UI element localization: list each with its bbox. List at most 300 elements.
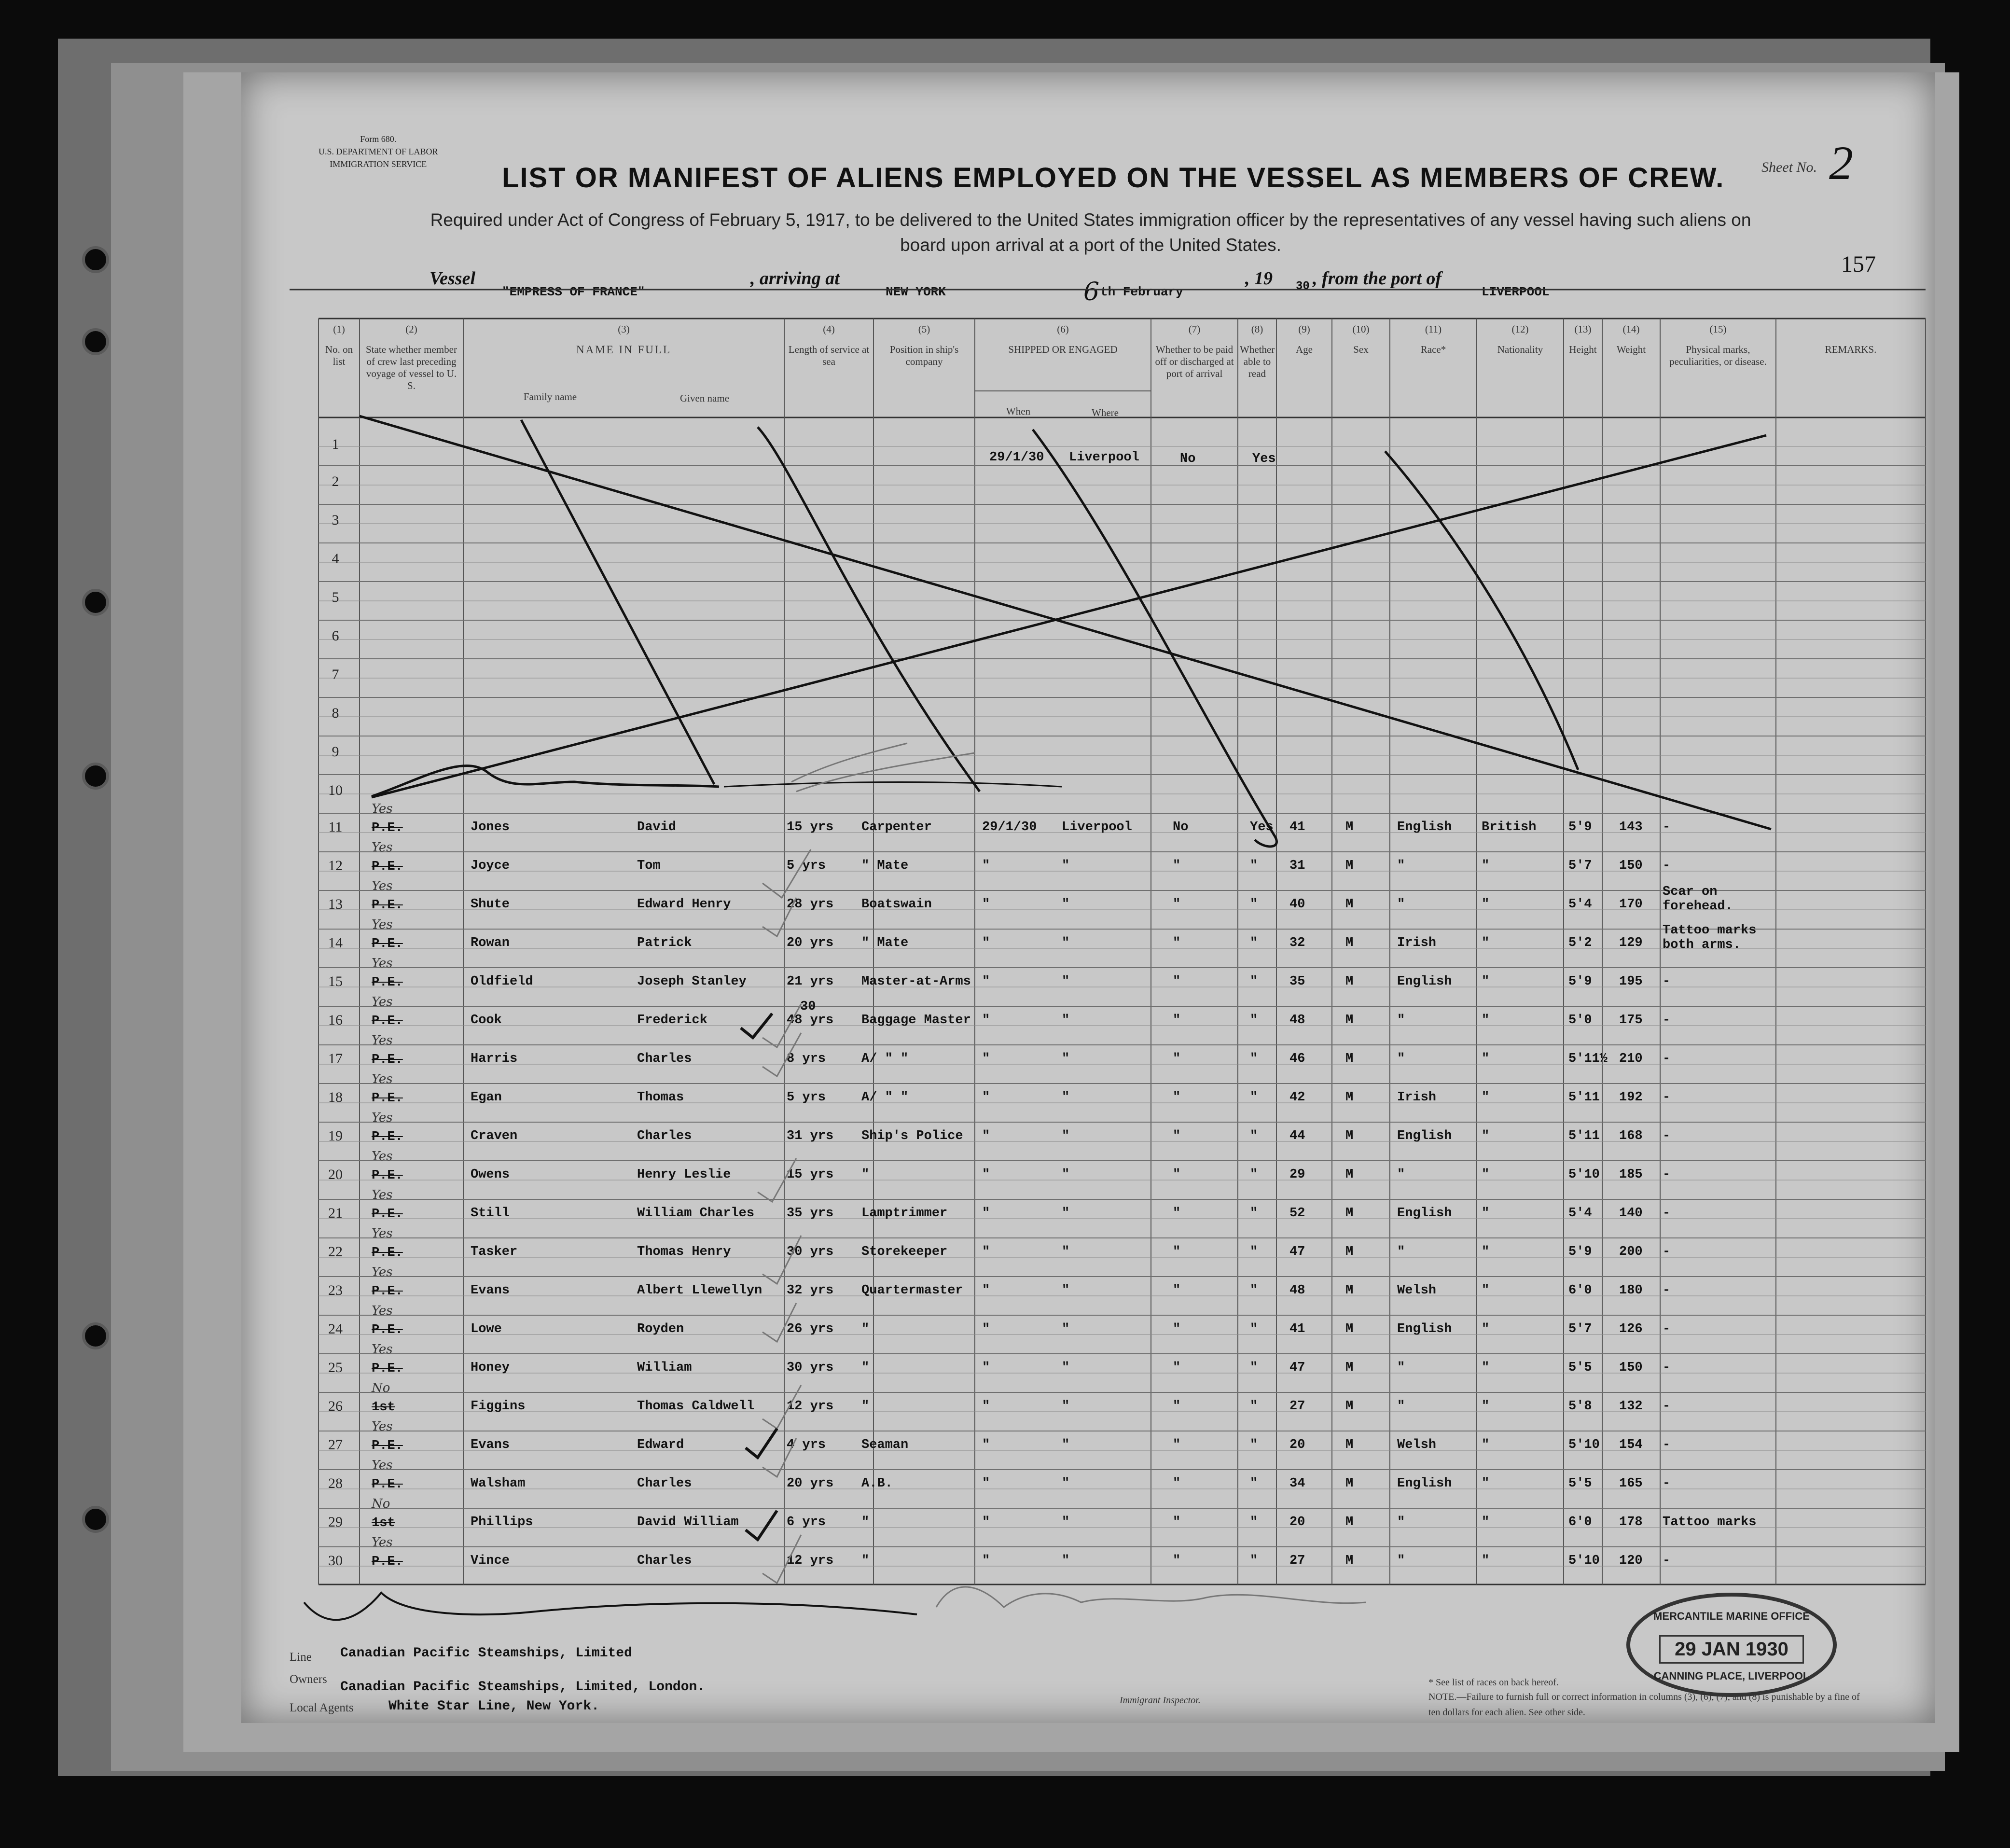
able-to-read-cell: " — [1250, 1129, 1258, 1143]
row-number: 19 — [328, 1128, 343, 1144]
shipped-where-cell: " — [1062, 1283, 1070, 1298]
given-name-cell: Thomas Caldwell — [637, 1399, 755, 1414]
penalty-note: NOTE.—Failure to furnish full or correct information in columns (3), (6), (7), and (8) is punishable by a fine of ten dollars for each alien. See other side. — [1428, 1692, 1860, 1718]
sex-cell: M — [1345, 1052, 1354, 1066]
position-cell: " — [861, 1322, 870, 1336]
shipped-where-cell: " — [1062, 1438, 1070, 1452]
row-number: 1 — [332, 436, 339, 452]
row-number: 18 — [328, 1089, 343, 1105]
handwritten-annotation: Yes — [372, 1265, 393, 1279]
column-number: (13) — [1574, 323, 1592, 335]
age-cell: 35 — [1289, 974, 1305, 989]
check-mark — [762, 1535, 801, 1583]
column-header: State whether member of crew last preceding voyage of vessel to U. S. — [366, 344, 457, 391]
weight-cell: 165 — [1619, 1476, 1643, 1491]
height-cell: 5'7 — [1568, 859, 1592, 873]
family-name-cell: Still — [471, 1206, 510, 1221]
column-number: (12) — [1511, 323, 1529, 335]
prev-voyage-cell: P.E. — [372, 1207, 403, 1222]
age-cell: 27 — [1289, 1554, 1305, 1568]
race-cell: Irish — [1397, 936, 1437, 950]
cancel-line — [372, 435, 1766, 797]
row-number: 15 — [328, 973, 343, 989]
sheet-number: 2 — [1829, 136, 1853, 190]
age-cell: 41 — [1289, 1322, 1305, 1336]
handwritten-annotation: Yes — [372, 1149, 393, 1164]
shipped-when-cell: " — [982, 1206, 990, 1221]
shipped-where-cell: " — [1062, 1361, 1070, 1375]
given-name-cell: Charles — [637, 1129, 692, 1143]
weight-cell: 200 — [1619, 1245, 1643, 1259]
able-to-read-cell: " — [1250, 859, 1258, 873]
shipped-when-cell: " — [982, 1399, 990, 1414]
given-name-cell: Royden — [637, 1322, 684, 1336]
prev-voyage-cell: P.E. — [372, 860, 403, 874]
cancel-line — [758, 427, 980, 792]
nationality-cell: " — [1482, 897, 1490, 912]
cancel-line — [1385, 451, 1578, 770]
physical-marks-cell: Scar on forehead. — [1663, 885, 1733, 914]
row1-where: Liverpool — [1069, 450, 1139, 465]
handwritten-annotation: Yes — [372, 802, 393, 816]
column-header: Position in ship's company — [889, 344, 959, 367]
sheet-label: Sheet No. — [1761, 159, 1817, 175]
page-subtitle: Required under Act of Congress of February 5, 1917, to be delivered to the United States immigration officer by the representatives of any vessel having such aliens on board upon arrival at a port of the United States. — [430, 210, 1751, 255]
physical-marks-cell: - — [1663, 1399, 1671, 1414]
row-number: 4 — [332, 551, 339, 567]
sex-cell: M — [1345, 1283, 1354, 1298]
height-cell: 5'10 — [1568, 1554, 1600, 1568]
nationality-cell: " — [1482, 1013, 1490, 1028]
paid-off-cell: " — [1173, 1515, 1181, 1529]
nationality-cell: " — [1482, 1167, 1490, 1182]
row-number: 12 — [328, 858, 343, 874]
able-to-read-cell: " — [1250, 936, 1258, 950]
vessel-name: "EMPRESS OF FRANCE" — [502, 285, 645, 299]
paid-off-cell: " — [1173, 1283, 1181, 1298]
handwritten-annotation: Yes — [372, 917, 393, 932]
inspector-signature — [936, 1587, 1366, 1607]
service-correction: 30 — [800, 1000, 816, 1014]
position-cell: Baggage Master — [861, 1013, 971, 1028]
row1-when: 29/1/30 — [989, 450, 1044, 465]
service-length-cell: 4 yrs — [787, 1438, 826, 1452]
row-number: 21 — [328, 1205, 343, 1221]
sex-cell: M — [1345, 1129, 1354, 1143]
from-label: , from the port of — [1313, 268, 1442, 289]
able-to-read-cell: " — [1250, 1245, 1258, 1259]
row-number: 7 — [332, 667, 339, 682]
arrival-date: th February — [1100, 285, 1183, 299]
subheader-given-name: Given name — [679, 392, 730, 404]
closing-line — [304, 1593, 917, 1620]
family-name-cell: Rowan — [471, 936, 510, 950]
height-cell: 5'10 — [1568, 1167, 1600, 1182]
sex-cell: M — [1345, 1515, 1354, 1529]
position-cell: " — [861, 1515, 870, 1529]
age-cell: 27 — [1289, 1399, 1305, 1414]
weight-cell: 132 — [1619, 1399, 1643, 1414]
column-header: Height — [1569, 344, 1597, 355]
paid-off-cell: " — [1173, 1245, 1181, 1259]
shipped-where-cell: Liverpool — [1062, 820, 1132, 834]
subheader-where: Where — [1092, 407, 1119, 418]
check-mark — [746, 1511, 777, 1540]
able-to-read-cell: " — [1250, 1013, 1258, 1028]
row-number: 30 — [328, 1553, 343, 1569]
column-header: No. on list — [325, 344, 353, 367]
department-label: U.S. DEPARTMENT OF LABOR — [319, 147, 438, 156]
given-name-cell: Edward Henry — [637, 897, 731, 912]
column-number: (8) — [1251, 323, 1263, 335]
height-cell: 5'5 — [1568, 1361, 1592, 1375]
physical-marks-cell: - — [1663, 1322, 1671, 1336]
able-to-read-cell: " — [1250, 1322, 1258, 1336]
row-number: 13 — [328, 896, 343, 912]
family-name-cell: Vince — [471, 1554, 510, 1568]
sex-cell: M — [1345, 859, 1354, 873]
column-header: Whether to be paid off or discharged at port of arrival — [1155, 344, 1234, 379]
weight-cell: 185 — [1619, 1167, 1643, 1182]
family-name-cell: Owens — [471, 1167, 510, 1182]
able-to-read-cell: Yes — [1250, 820, 1274, 834]
prev-voyage-cell: P.E. — [372, 1053, 403, 1067]
footer-line-label: Line — [290, 1651, 312, 1664]
nationality-cell: " — [1482, 936, 1490, 950]
row-number: 22 — [328, 1244, 343, 1260]
column-header: Age — [1296, 344, 1313, 355]
row-number: 17 — [328, 1051, 343, 1067]
handwritten-annotation: Yes — [372, 1111, 393, 1125]
height-cell: 5'9 — [1568, 820, 1592, 834]
column-header: Sex — [1353, 344, 1369, 355]
race-cell: Irish — [1397, 1090, 1437, 1105]
sex-cell: M — [1345, 1361, 1354, 1375]
paid-off-cell: " — [1173, 1167, 1181, 1182]
able-to-read-cell: " — [1250, 1052, 1258, 1066]
paid-off-cell: " — [1173, 1013, 1181, 1028]
age-cell: 40 — [1289, 897, 1305, 912]
physical-marks-cell: - — [1663, 1013, 1671, 1028]
family-name-cell: Egan — [471, 1090, 502, 1105]
cancel-scribble — [372, 766, 719, 796]
shipped-when-cell: " — [982, 1361, 990, 1375]
sex-cell: M — [1345, 1090, 1354, 1105]
row-number: 26 — [328, 1398, 343, 1414]
age-cell: 20 — [1289, 1515, 1305, 1529]
weight-cell: 178 — [1619, 1515, 1643, 1529]
given-name-cell: Edward — [637, 1438, 684, 1452]
shipped-where-cell: " — [1062, 1476, 1070, 1491]
handwritten-annotation: Yes — [372, 1342, 393, 1357]
shipped-where-cell: " — [1062, 936, 1070, 950]
handwritten-annotation: No — [372, 1497, 390, 1511]
row-number: 11 — [328, 819, 343, 835]
prev-voyage-cell: P.E. — [372, 975, 403, 990]
able-to-read-cell: " — [1250, 1090, 1258, 1105]
race-cell: " — [1397, 1013, 1405, 1028]
weight-cell: 195 — [1619, 974, 1643, 989]
row-number: 24 — [328, 1321, 343, 1337]
handwritten-annotation: Yes — [372, 1188, 393, 1202]
service-label: IMMIGRATION SERVICE — [330, 159, 427, 169]
handwritten-annotation: Yes — [372, 1458, 393, 1473]
paid-off-cell: " — [1173, 1322, 1181, 1336]
prev-voyage-cell: P.E. — [372, 898, 403, 913]
column-number: (2) — [405, 323, 417, 335]
shipped-where-cell: " — [1062, 1245, 1070, 1259]
prev-voyage-cell: P.E. — [372, 1362, 403, 1376]
handwritten-annotation: No — [372, 1381, 390, 1395]
height-cell: 5'9 — [1568, 1245, 1592, 1259]
column-number: (11) — [1425, 323, 1442, 335]
sex-cell: M — [1345, 820, 1354, 834]
prev-voyage-cell: P.E. — [372, 1246, 403, 1260]
weight-cell: 210 — [1619, 1052, 1643, 1066]
shipped-where-cell: " — [1062, 1013, 1070, 1028]
height-cell: 5'9 — [1568, 974, 1592, 989]
family-name-cell: Harris — [471, 1052, 518, 1066]
column-number: (10) — [1352, 323, 1370, 335]
column-header: Physical marks, peculiarities, or disease. — [1669, 344, 1767, 367]
footer-agents-value: White Star Line, New York. — [388, 1699, 599, 1714]
nationality-cell: " — [1482, 1476, 1490, 1491]
physical-marks-cell: Tattoo marks — [1663, 1515, 1757, 1529]
column-number: (14) — [1622, 323, 1640, 335]
family-name-cell: Walsham — [471, 1476, 526, 1491]
cancel-scribble — [724, 782, 1062, 787]
sex-cell: M — [1345, 1438, 1354, 1452]
footer-owners-label: Owners — [290, 1673, 327, 1686]
nationality-cell: " — [1482, 1554, 1490, 1568]
row-number: 29 — [328, 1514, 343, 1530]
column-header: Weight — [1616, 344, 1646, 355]
physical-marks-cell: - — [1663, 1245, 1671, 1259]
height-cell: 6'0 — [1568, 1283, 1592, 1298]
shipped-when-cell: " — [982, 1438, 990, 1452]
shipped-where-cell: " — [1062, 1206, 1070, 1221]
stamp-office: MERCANTILE MARINE OFFICE — [1653, 1610, 1810, 1622]
service-length-cell: 32 yrs — [787, 1283, 834, 1298]
arrival-port: NEW YORK — [886, 285, 946, 299]
prev-voyage-cell: P.E. — [372, 1439, 403, 1453]
weight-cell: 180 — [1619, 1283, 1643, 1298]
given-name-cell: Thomas — [637, 1090, 684, 1105]
weight-cell: 143 — [1619, 820, 1643, 834]
given-name-cell: Charles — [637, 1052, 692, 1066]
row1-read: Yes — [1252, 452, 1276, 466]
position-cell: Carpenter — [861, 820, 932, 834]
weight-cell: 168 — [1619, 1129, 1643, 1143]
position-cell: " — [861, 1167, 870, 1182]
age-cell: 34 — [1289, 1476, 1305, 1491]
position-cell: " Mate — [861, 936, 909, 950]
column-number: (7) — [1188, 323, 1201, 335]
column-number: (3) — [618, 323, 630, 335]
column-number: (1) — [333, 323, 345, 335]
age-cell: 32 — [1289, 936, 1305, 950]
races-footnote: * See list of races on back hereof. — [1428, 1677, 1559, 1688]
sex-cell: M — [1345, 1013, 1354, 1028]
prev-voyage-cell: P.E. — [372, 1555, 403, 1569]
able-to-read-cell: " — [1250, 1476, 1258, 1491]
age-cell: 48 — [1289, 1013, 1305, 1028]
race-cell: Welsh — [1397, 1283, 1437, 1298]
family-name-cell: Figgins — [471, 1399, 526, 1414]
prev-voyage-cell: P.E. — [372, 1323, 403, 1337]
family-name-cell: Honey — [471, 1361, 510, 1375]
shipped-where-cell: " — [1062, 1129, 1070, 1143]
race-cell: " — [1397, 1245, 1405, 1259]
service-length-cell: 28 yrs — [787, 897, 834, 912]
position-cell: " — [861, 1554, 870, 1568]
service-length-cell: 35 yrs — [787, 1206, 834, 1221]
subheader-family-name: Family name — [523, 391, 577, 403]
given-name-cell: David William — [637, 1515, 739, 1529]
given-name-cell: Charles — [637, 1476, 692, 1491]
check-mark — [741, 1014, 772, 1038]
given-name-cell: William — [637, 1361, 692, 1375]
able-to-read-cell: " — [1250, 1399, 1258, 1414]
shipped-where-cell: " — [1062, 897, 1070, 912]
position-cell: " Mate — [861, 859, 909, 873]
column-header: Nationality — [1497, 344, 1543, 355]
family-name-cell: Oldfield — [471, 974, 533, 989]
physical-marks-cell: - — [1663, 1090, 1671, 1105]
shipped-where-cell: " — [1062, 1322, 1070, 1336]
position-cell: Ship's Police — [861, 1129, 963, 1143]
nationality-cell: " — [1482, 1129, 1490, 1143]
paid-off-cell: " — [1173, 936, 1181, 950]
weight-cell: 175 — [1619, 1013, 1643, 1028]
race-cell: " — [1397, 1361, 1405, 1375]
prev-voyage-cell: P.E. — [372, 1091, 403, 1106]
prev-voyage-cell: 1st — [372, 1400, 395, 1415]
height-cell: 5'5 — [1568, 1476, 1592, 1491]
paid-off-cell: " — [1173, 1129, 1181, 1143]
race-cell: English — [1397, 1322, 1452, 1336]
shipped-when-cell: " — [982, 936, 990, 950]
handwritten-annotation: Yes — [372, 1226, 393, 1241]
position-cell: " — [861, 1399, 870, 1414]
height-cell: 6'0 — [1568, 1515, 1592, 1529]
height-cell: 5'11½ — [1568, 1052, 1608, 1066]
height-cell: 5'8 — [1568, 1399, 1592, 1414]
given-name-cell: Tom — [637, 859, 661, 873]
footer-line-value: Canadian Pacific Steamships, Limited — [340, 1646, 632, 1661]
row-number: 6 — [332, 628, 339, 644]
able-to-read-cell: " — [1250, 1206, 1258, 1221]
row-number: 27 — [328, 1437, 343, 1453]
shipped-where-cell: " — [1062, 859, 1070, 873]
given-name-cell: David — [637, 820, 677, 834]
given-name-cell: Joseph Stanley — [637, 974, 747, 989]
row-number: 3 — [332, 512, 339, 528]
nationality-cell: " — [1482, 1206, 1490, 1221]
service-length-cell: 15 yrs — [787, 1167, 834, 1182]
race-cell: " — [1397, 1554, 1405, 1568]
paid-off-cell: " — [1173, 1090, 1181, 1105]
race-cell: " — [1397, 859, 1405, 873]
check-mark — [762, 1303, 796, 1342]
physical-marks-cell: - — [1663, 1206, 1671, 1221]
handwritten-annotation: Yes — [372, 1072, 393, 1086]
prev-voyage-cell: 1st — [372, 1516, 395, 1530]
race-cell: " — [1397, 1515, 1405, 1529]
prev-voyage-cell: P.E. — [372, 937, 403, 951]
weight-cell: 192 — [1619, 1090, 1643, 1105]
marine-office-stamp — [1626, 1593, 1837, 1697]
weight-cell: 150 — [1619, 1361, 1643, 1375]
able-to-read-cell: " — [1250, 974, 1258, 989]
service-length-cell: 8 yrs — [787, 1052, 826, 1066]
physical-marks-cell: Tattoo marks both arms. — [1663, 923, 1757, 952]
shipped-when-cell: " — [982, 1283, 990, 1298]
able-to-read-cell: " — [1250, 1167, 1258, 1182]
sex-cell: M — [1345, 1167, 1354, 1182]
shipped-when-cell: 29/1/30 — [982, 820, 1037, 834]
family-name-cell: Jones — [471, 820, 510, 834]
check-mark — [762, 849, 811, 898]
form-label: Form 680. — [360, 134, 397, 144]
family-name-cell: Evans — [471, 1283, 510, 1298]
stamp-address: CANNING PLACE, LIVERPOOL — [1653, 1670, 1810, 1682]
given-name-cell: Frederick — [637, 1013, 707, 1028]
shipped-when-cell: " — [982, 1476, 990, 1491]
family-name-cell: Joyce — [471, 859, 510, 873]
shipped-when-cell: " — [982, 897, 990, 912]
prev-voyage-cell: P.E. — [372, 1014, 403, 1028]
nationality-cell: " — [1482, 1361, 1490, 1375]
service-length-cell: 21 yrs — [787, 974, 834, 989]
able-to-read-cell: " — [1250, 1438, 1258, 1452]
sex-cell: M — [1345, 974, 1354, 989]
shipped-when-cell: " — [982, 859, 990, 873]
physical-marks-cell: - — [1663, 859, 1671, 873]
row-number: 14 — [328, 935, 343, 951]
physical-marks-cell: - — [1663, 1554, 1671, 1568]
cancel-line — [1033, 430, 1276, 847]
row-number: 20 — [328, 1167, 343, 1182]
service-length-cell: 12 yrs — [787, 1399, 834, 1414]
physical-marks-cell: - — [1663, 1052, 1671, 1066]
prev-voyage-cell: P.E. — [372, 1284, 403, 1299]
family-name-cell: Tasker — [471, 1245, 518, 1259]
family-name-cell: Lowe — [471, 1322, 502, 1336]
paid-off-cell: " — [1173, 1554, 1181, 1568]
column-header: SHIPPED OR ENGAGED — [1008, 344, 1118, 355]
weight-cell: 150 — [1619, 859, 1643, 873]
service-length-cell: 26 yrs — [787, 1322, 834, 1336]
origin-port: LIVERPOOL — [1482, 285, 1550, 299]
physical-marks-cell: - — [1663, 1129, 1671, 1143]
shipped-when-cell: " — [982, 974, 990, 989]
height-cell: 5'7 — [1568, 1322, 1592, 1336]
row-number: 9 — [332, 744, 339, 760]
shipped-when-cell: " — [982, 1052, 990, 1066]
column-number: (5) — [918, 323, 930, 335]
column-number: (4) — [823, 323, 835, 335]
weight-cell: 154 — [1619, 1438, 1643, 1452]
vessel-label: Vessel — [430, 268, 475, 289]
shipped-when-cell: " — [982, 1167, 990, 1182]
arrival-year: 30 — [1296, 280, 1310, 293]
able-to-read-cell: " — [1250, 1554, 1258, 1568]
position-cell: Master-at-Arms — [861, 974, 971, 989]
pencil-mark — [796, 753, 975, 792]
nationality-cell: British — [1482, 820, 1537, 834]
age-cell: 44 — [1289, 1129, 1305, 1143]
